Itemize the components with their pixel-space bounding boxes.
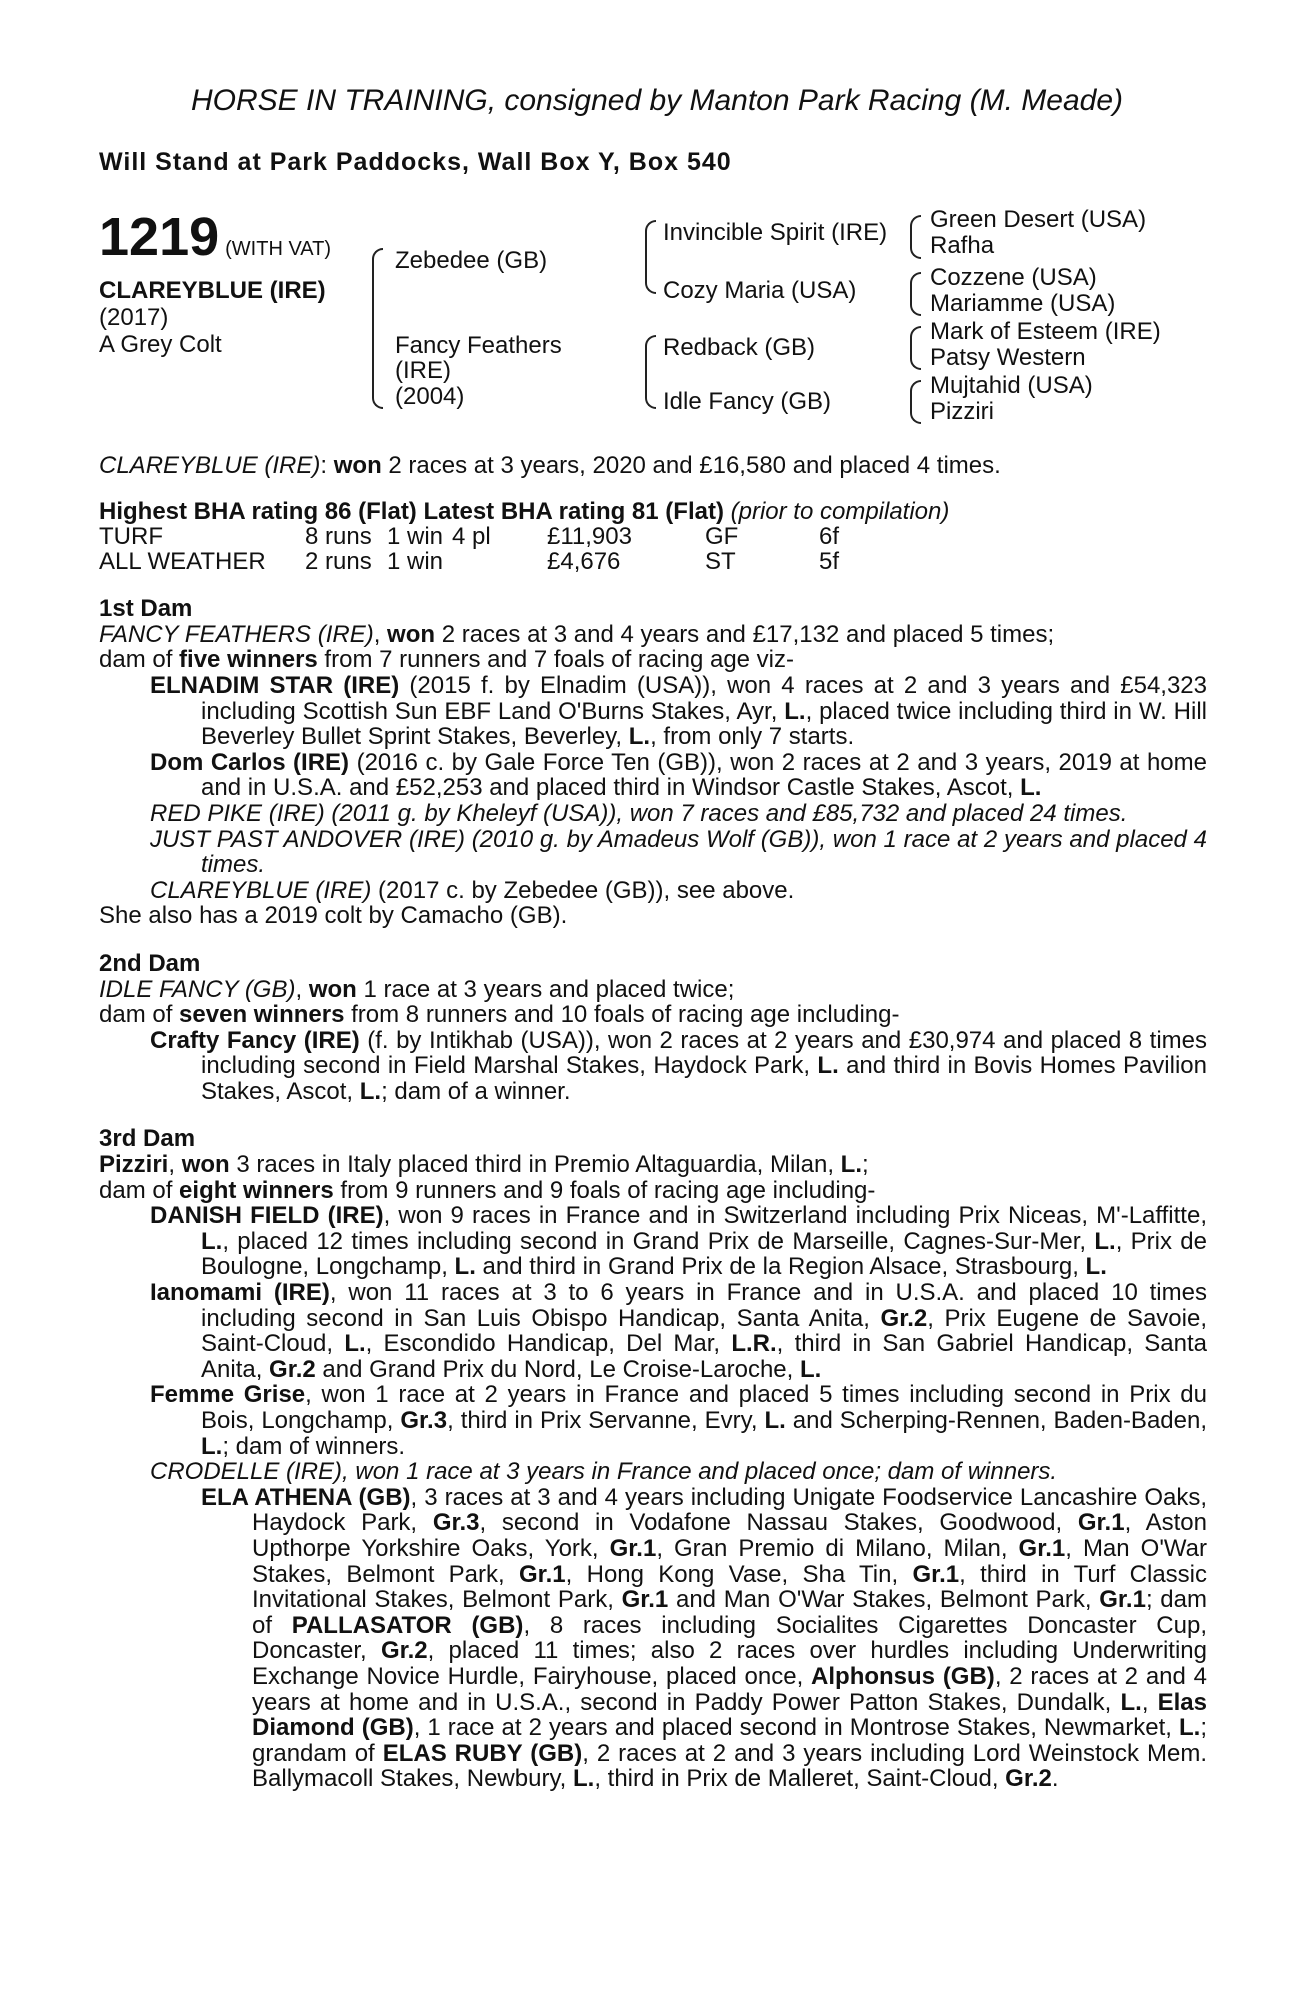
pedigree-brace-g2	[910, 272, 921, 316]
section-title-2nd-dam: 2nd Dam	[99, 949, 201, 977]
pedigree-g3: Cozzene (USA)	[930, 264, 1097, 291]
dam3-produce-2: Ianomami (IRE), won 11 races at 3 to 6 years in France and in U.S.A. and placed 10 times including second in San Luis Obispo Handicap, Santa Anita, Gr.2, Prix Eugene de Savoie, Saint-Cloud, L., Escondido Handicap, Del Mar, L.R., third in San Gabriel Handicap, Santa Anita, Gr.2 and Grand Prix du Nord, Le Croise-Laroche, L.	[150, 1279, 1207, 1383]
race-summary: CLAREYBLUE (IRE): won 2 races at 3 years, 2020 and £16,580 and placed 4 times.	[99, 452, 1001, 479]
pedigree-g7: Mujtahid (USA)	[930, 372, 1093, 399]
horse-year: (2017)	[99, 304, 169, 331]
pedigree-dam-line2: (IRE)	[395, 357, 451, 384]
pedigree-dam-dam: Idle Fancy (GB)	[663, 388, 832, 415]
bha-ratings: Highest BHA rating 86 (Flat) Latest BHA rating 81 (Flat) (prior to compilation)	[99, 497, 950, 525]
section-title-3rd-dam: 3rd Dam	[99, 1125, 196, 1153]
pedigree-sire-sire: Invincible Spirit (IRE)	[663, 219, 888, 246]
lot-number-value: 1219	[99, 207, 220, 267]
dam1-note: She also has a 2019 colt by Camacho (GB).	[99, 902, 568, 930]
pedigree-g6: Patsy Western	[930, 344, 1086, 371]
horse-description: A Grey Colt	[99, 331, 222, 358]
dam2-produce-1: Crafty Fancy (IRE) (f. by Intikhab (USA)), won 2 races at 2 years and £30,974 and placed 8 times including second in Field Marshal Stakes, Haydock Park, L. and third in Bovis Homes Pavilion Stakes, Ascot, L.; dam of a winner.	[150, 1026, 1207, 1105]
table-row: TURF 8 runs 1 win 4 pl £11,903 GF 6f	[99, 523, 840, 551]
form-table	[99, 524, 839, 574]
dam2-dam-of: dam of seven winners from 8 runners and 10 foals of racing age including-	[99, 1001, 900, 1029]
pedigree-brace-sire	[645, 220, 656, 294]
pedigree-dam-line1: Fancy Feathers	[395, 332, 562, 359]
pedigree-g8: Pizziri	[930, 398, 994, 425]
pedigree-brace-main	[372, 248, 383, 409]
pedigree-brace-g4	[910, 380, 921, 424]
pedigree-sire-dam: Cozy Maria (USA)	[663, 277, 857, 304]
dam1-produce-1: ELNADIM STAR (IRE) (2015 f. by Elnadim (USA)), won 4 races at 2 and 3 years and £54,323 including Scottish Sun EBF Land O'Burns Stakes, Ayr, L., placed twice including third in W. Hill Beverley Bullet Sprint Stakes, Beverley, L., from only 7 starts.	[150, 671, 1207, 751]
lot-number	[99, 206, 331, 268]
pedigree-dam-sire: Redback (GB)	[663, 334, 816, 361]
pedigree-brace-dam	[645, 335, 656, 409]
pedigree-brace-g3	[910, 326, 921, 370]
dam1-produce-3: RED PIKE (IRE) (2011 g. by Kheleyf (USA)), won 7 races and £85,732 and placed 24 times.	[150, 799, 1128, 827]
stand-location: Will Stand at Park Paddocks, Wall Box Y, Box 540	[99, 148, 732, 176]
dam3-produce-5: ELA ATHENA (GB), 3 races at 3 and 4 years including Unigate Foodservice Lancashire Oaks, Haydock Park, Gr.3, second in Vodafone Nassau Stakes, Goodwood, Gr.1, Aston Upthorpe Yorkshire Oaks, York, Gr.1, Gran Premio di Milano, Milan, Gr.1, Man O'War Stakes, Belmont Park, Gr.1, Hong Kong Vase, Sha Tin, Gr.1, third in Turf Classic Invitational Stakes, Belmont Park, Gr.1 and Man O'War Stakes, Belmont Park, Gr.1; dam of PALLASATOR (GB), 8 races including Socialites Cigarettes Doncaster Cup, Doncaster, Gr.2, placed 11 times; also 2 races over hurdles including Underwriting Exchange Novice Hurdle, Fairyhouse, placed once, Alphonsus (GB), 2 races at 2 and 4 years at home and in U.S.A., second in Paddy Power Patton Stakes, Dundalk, L., Elas Diamond (GB), 1 race at 2 years and placed second in Montrose Stakes, Newmarket, L.; grandam of ELAS RUBY (GB), 2 races at 2 and 3 years including Lord Weinstock Mem. Ballymacoll Stakes, Newbury, L., third in Prix de Malleret, Saint-Cloud, Gr.2.	[201, 1483, 1208, 1793]
dam3-dam-of: dam of eight winners from 9 runners and 9 foals of racing age including-	[99, 1176, 876, 1204]
pedigree-dam-line3: (2004)	[395, 383, 465, 410]
dam1-produce-2: Dom Carlos (IRE) (2016 c. by Gale Force Ten (GB)), won 2 races at 2 and 3 years, 2019 at home and in U.S.A. and £52,253 and placed third in Windsor Castle Stakes, Ascot, L.	[150, 748, 1207, 802]
dam3-produce-4: CRODELLE (IRE), won 1 race at 3 years in France and placed once; dam of winners.	[150, 1458, 1058, 1486]
pedigree-g1: Green Desert (USA)	[930, 206, 1147, 233]
vat-note: (WITH VAT)	[225, 238, 332, 260]
page-heading: HORSE IN TRAINING, consigned by Manton Park Racing (M. Meade)	[191, 84, 1123, 117]
catalogue-body	[99, 453, 1207, 1792]
section-title-1st-dam: 1st Dam	[99, 595, 193, 623]
pedigree-brace-g1	[910, 215, 921, 259]
dam3-produce-1: DANISH FIELD (IRE), won 9 races in France and in Switzerland including Prix Niceas, M'-Laffitte, L., placed 12 times including second in Grand Prix de Marseille, Cagnes-Sur-Mer, L., Prix de Boulogne, Longchamp, L. and third in Grand Prix de la Region Alsace, Strasbourg, L.	[150, 1202, 1208, 1281]
table-row: ALL WEATHER 2 runs 1 win £4,676 ST 5f	[99, 548, 840, 576]
dam3-intro: Pizziri, won 3 races in Italy placed third in Premio Altaguardia, Milan, L.;	[99, 1151, 869, 1179]
dam1-intro: FANCY FEATHERS (IRE), won 2 races at 3 and 4 years and £17,132 and placed 5 times;	[99, 620, 1055, 648]
pedigree-sire: Zebedee (GB)	[395, 247, 548, 274]
horse-name: CLAREYBLUE (IRE)	[99, 277, 326, 304]
pedigree-g5: Mark of Esteem (IRE)	[930, 318, 1161, 345]
pedigree-g4: Mariamme (USA)	[930, 290, 1116, 317]
dam2-intro: IDLE FANCY (GB), won 1 race at 3 years and placed twice;	[99, 975, 735, 1003]
pedigree-g2: Rafha	[930, 232, 995, 259]
dam1-produce-4: JUST PAST ANDOVER (IRE) (2010 g. by Amadeus Wolf (GB)), won 1 race at 2 years and placed 4 times.	[150, 825, 1207, 879]
dam3-produce-3: Femme Grise, won 1 race at 2 years in France and placed 5 times including second in Prix du Bois, Longchamp, Gr.3, third in Prix Servanne, Evry, L. and Scherping-Rennen, Baden-Baden, L.; dam of winners.	[150, 1381, 1208, 1460]
dam1-dam-of: dam of five winners from 7 runners and 7 foals of racing age viz-	[99, 646, 795, 674]
dam1-produce-5: CLAREYBLUE (IRE) (2017 c. by Zebedee (GB)), see above.	[150, 876, 795, 904]
